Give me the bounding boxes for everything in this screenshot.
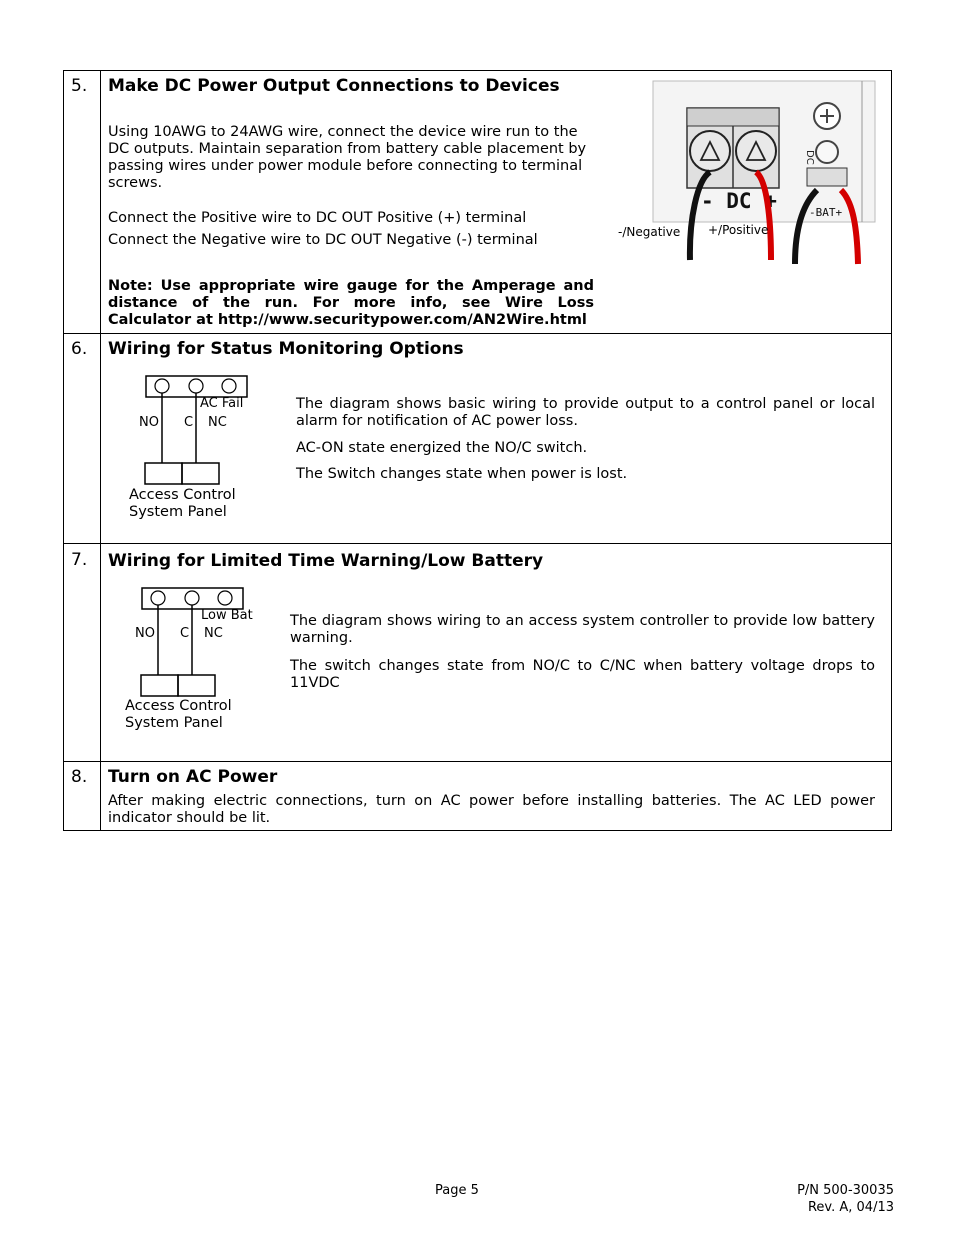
positive-instruction: Connect the Positive wire to DC OUT Positive (+) terminal xyxy=(108,210,527,226)
step-number: 7. xyxy=(71,550,88,570)
no-terminal-label: NO xyxy=(135,626,155,641)
switch-change-text: The switch changes state from NO/C to C/NC when battery voltage drops to 11VDC xyxy=(290,658,875,691)
access-control-panel-label: Access Control System Panel xyxy=(125,698,232,731)
access-control-panel-label: Access Control System Panel xyxy=(129,487,236,520)
document-info xyxy=(792,1182,894,1216)
low-bat-label: Low Bat xyxy=(201,608,253,623)
bat-terminal-label: -BAT+ xyxy=(809,206,843,219)
positive-label: +/Positive xyxy=(708,223,769,237)
instructions-paragraph: Using 10AWG to 24AWG wire, connect the device wire run to the DC outputs. Maintain separation from battery cable placement by passing wires under power module before connecting to terminal screws. xyxy=(108,124,587,191)
page-number: Page 5 xyxy=(435,1183,479,1198)
wire-gauge-note: Note: Use appropriate wire gauge for the Amperage and distance of the run. For more info, see Wire Loss Calculator at http://www.securitypower.com/AN2Wire.html xyxy=(108,278,594,328)
negative-instruction: Connect the Negative wire to DC OUT Negative (-) terminal xyxy=(108,232,538,248)
low-bat-wiring-diagram xyxy=(140,587,244,699)
part-number: P/N 500-30035 xyxy=(797,1183,894,1198)
negative-label: -/Negative xyxy=(618,225,681,239)
ac-on-state-text: AC-ON state energized the NO/C switch. xyxy=(296,440,588,456)
c-terminal-label: C xyxy=(184,415,194,430)
step-title: Wiring for Limited Time Warning/Low Battery xyxy=(108,551,544,571)
ac-fail-label: AC Fail xyxy=(200,396,244,411)
step-title: Wiring for Status Monitoring Options xyxy=(108,339,464,359)
revision: Rev. A, 04/13 xyxy=(807,1200,894,1215)
c-terminal-label: C xyxy=(180,626,190,641)
diagram-description: The diagram shows basic wiring to provide output to a control panel or local alarm for notification of AC power loss. xyxy=(296,396,875,429)
switch-change-text: The Switch changes state when power is lost. xyxy=(296,466,628,482)
step-number: 8. xyxy=(71,767,88,787)
step-number: 6. xyxy=(71,339,88,359)
no-terminal-label: NO xyxy=(139,415,159,430)
nc-terminal-label: NC xyxy=(208,415,227,430)
ac-power-instruction: After making electric connections, turn on AC power before installing batteries. The AC LED power indicator should be lit. xyxy=(108,793,875,826)
dc-terminal-photo xyxy=(617,80,879,265)
diagram-description: The diagram shows wiring to an access system controller to provide low battery warning. xyxy=(290,613,875,646)
step-number: 5. xyxy=(71,76,88,96)
step-title: Turn on AC Power xyxy=(108,767,278,787)
dc-side-label: DC xyxy=(804,150,815,165)
nc-terminal-label: NC xyxy=(204,626,223,641)
dc-terminal-label: - DC + xyxy=(701,189,777,213)
step-title: Make DC Power Output Connections to Devices xyxy=(108,76,560,96)
ac-fail-wiring-diagram xyxy=(144,375,248,487)
